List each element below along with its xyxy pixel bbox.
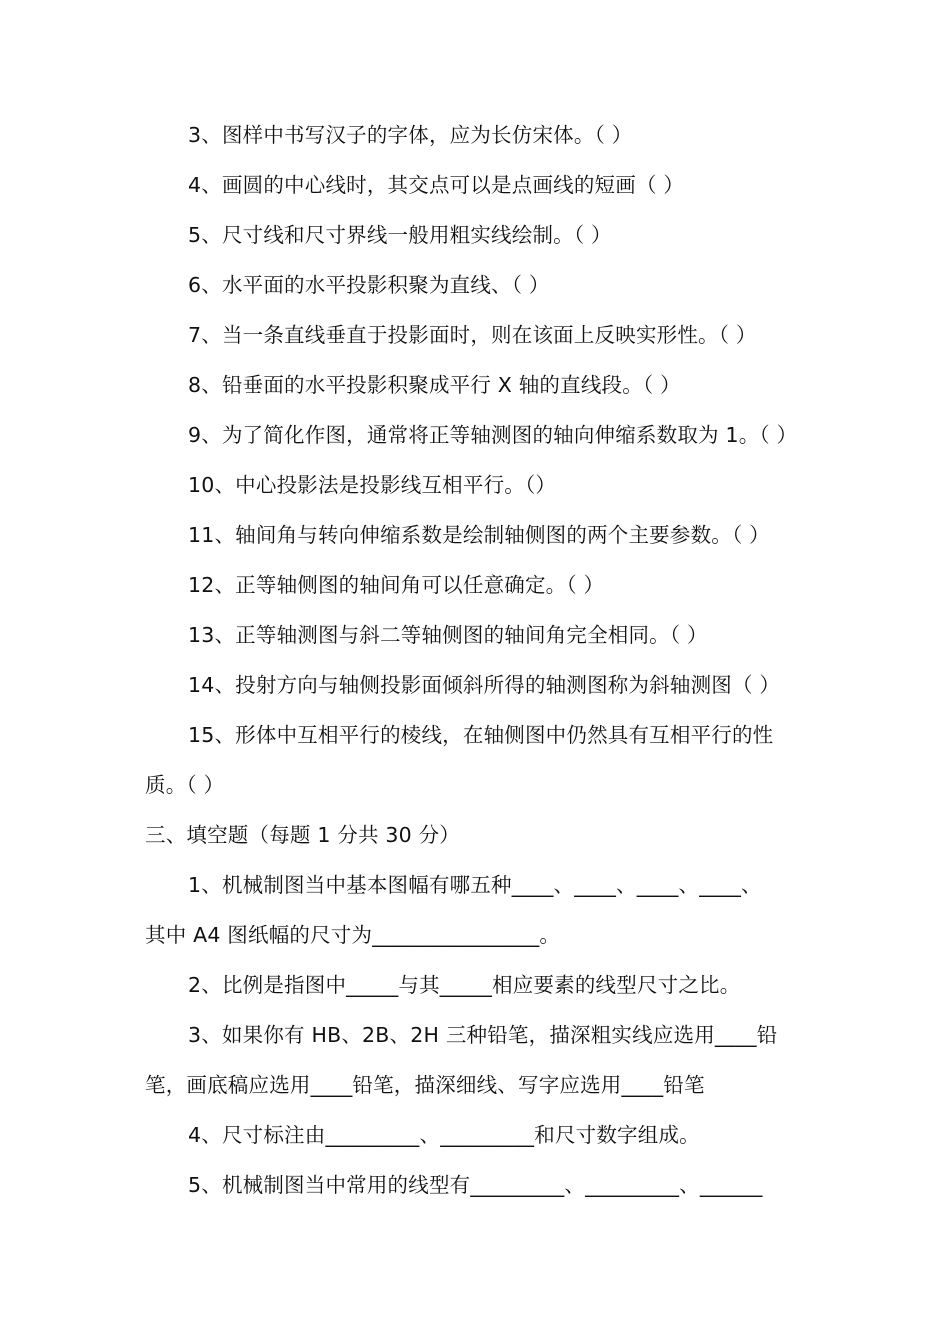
fill-question-5-line: 5、机械制图当中常用的线型有_________、_________、______ [188, 1173, 763, 1197]
question-3-line: 3、图样中书写汉子的字体，应为长仿宋体。（ ） [188, 123, 633, 147]
question-14-line: 14、投射方向与轴侧投影面倾斜所得的轴测图称为斜轴测图（ ） [188, 673, 781, 697]
question-4-line: 4、画圆的中心线时，其交点可以是点画线的短画（ ） [188, 173, 685, 197]
question-12-line: 12、正等轴侧图的轴间角可以任意确定。（ ） [188, 573, 605, 597]
question-7-line: 7、当一条直线垂直于投影面时，则在该面上反映实形性。（ ） [188, 323, 757, 347]
fill-question-3-line: 3、如果你有 HB、2B、2H 三种铅笔，描深粗实线应选用____铅 [188, 1023, 778, 1047]
question-11-line: 11、轴间角与转向伸缩系数是绘制轴侧图的两个主要参数。（ ） [188, 523, 770, 547]
question-9-line: 9、为了简化作图，通常将正等轴测图的轴向伸缩系数取为 1。（ ） [188, 423, 798, 447]
section-heading: 三、填空题（每题 1 分共 30 分） [145, 823, 460, 847]
question-8-line: 8、铅垂面的水平投影积聚成平行 X 轴的直线段。（ ） [188, 373, 681, 397]
question-5-line: 5、尺寸线和尺寸界线一般用粗实线绘制。（ ） [188, 223, 612, 247]
fill-question-2-line: 2、比例是指图中_____与其_____相应要素的线型尺寸之比。 [188, 973, 741, 997]
fill-question-3-continuation: 笔，画底稿应选用____铅笔，描深细线、写字应选用____铅笔 [145, 1073, 705, 1097]
fill-question-1-continuation: 其中 A4 图纸幅的尺寸为________________。 [145, 923, 561, 947]
question-10-line: 10、中心投影法是投影线互相平行。（） [188, 473, 557, 497]
question-15-continuation: 质。（ ） [145, 773, 225, 797]
question-6-line: 6、水平面的水平投影积聚为直线、（ ） [188, 273, 550, 297]
question-13-line: 13、正等轴测图与斜二等轴侧图的轴间角完全相同。（ ） [188, 623, 708, 647]
fill-question-1-line: 1、机械制图当中基本图幅有哪五种____、____、____、____、 [188, 873, 762, 897]
fill-question-4-line: 4、尺寸标注由_________、_________和尺寸数字组成。 [188, 1123, 700, 1147]
question-15-line: 15、形体中互相平行的棱线，在轴侧图中仍然具有互相平行的性 [188, 723, 774, 747]
